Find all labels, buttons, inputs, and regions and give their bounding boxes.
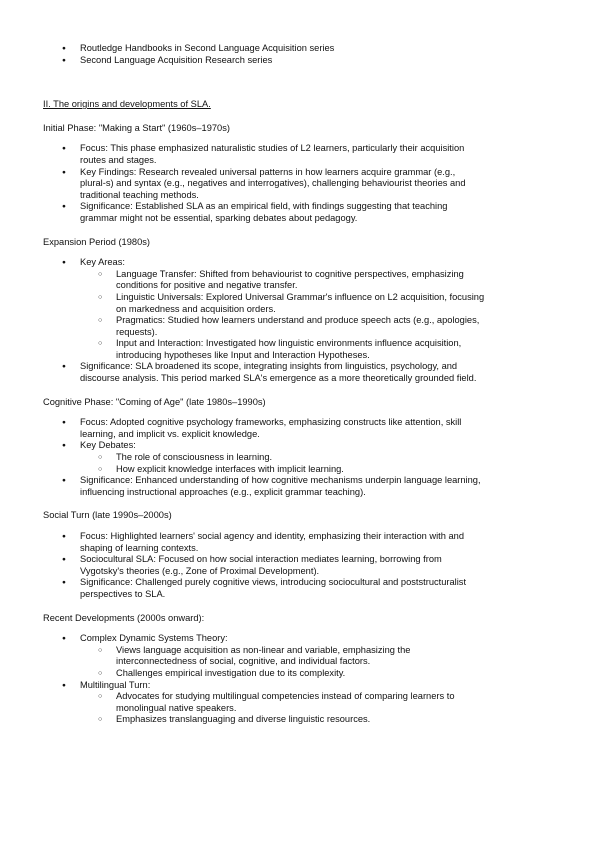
list-item	[80, 680, 600, 726]
phase-heading: Initial Phase: "Making a Start" (1960s–1970s)	[43, 122, 230, 133]
list-item	[80, 554, 600, 577]
phase-list	[0, 257, 600, 385]
list-item-line: traditional teaching methods.	[80, 189, 199, 200]
sub-list-item	[116, 691, 600, 714]
list-item-line: ● Focus: Adopted cognitive psychology frameworks, emphasizing constructs like attention, skill	[80, 417, 462, 428]
sub-list-item-line: conditions for positive and negative transfer.	[116, 280, 298, 291]
sub-list-item	[116, 452, 600, 464]
sub-list	[80, 452, 600, 475]
phase-heading: Recent Developments (2000s onward):	[43, 612, 205, 623]
list-item-line: shaping of learning contexts.	[80, 542, 199, 553]
list-item-line: ● Complex Dynamic Systems Theory:	[80, 633, 228, 644]
sub-list-item-line: requests).	[116, 326, 158, 337]
list-item-line: routes and stages.	[80, 154, 157, 165]
sub-list-item	[116, 269, 600, 292]
list-item	[80, 257, 600, 361]
sub-list-item-line: ○ Pragmatics: Studied how learners understand and produce speech acts (e.g., apologies,	[116, 315, 480, 326]
list-item: ● Routledge Handbooks in Second Language Acquisition series	[80, 43, 600, 55]
list-item-line: ● Key Findings: Research revealed universal patterns in how learners acquire grammar (e.g.,	[80, 166, 456, 177]
list-item-line: ● Significance: SLA broadened its scope, integrating insights from linguistics, psychology, and	[80, 361, 458, 372]
sub-list-item	[116, 338, 600, 361]
sub-list-item	[116, 714, 600, 726]
sub-list-item	[116, 292, 600, 315]
list-item	[80, 417, 600, 440]
list-item-line: perspectives to SLA.	[80, 588, 166, 599]
section-title: II. The origins and developments of SLA.	[43, 99, 211, 110]
phase-list	[0, 633, 600, 726]
list-item-line: ● Significance: Established SLA as an empirical field, with findings suggesting that teaching	[80, 201, 448, 212]
list-item	[80, 143, 600, 166]
list-item-line: grammar might not be essential, sparking debates about pedagogy.	[80, 212, 358, 223]
list-item-line: influencing instructional approaches (e.g., explicit grammar teaching).	[80, 486, 366, 497]
list-item	[80, 361, 600, 384]
phase-list	[0, 531, 600, 601]
list-item-line: learning, and implicit vs. explicit knowledge.	[80, 428, 260, 439]
sub-list-item-line: on markedness and acquisition orders.	[116, 303, 276, 314]
list-item-line: ● Key Debates:	[80, 440, 136, 451]
sub-list	[80, 269, 600, 362]
list-item-line: ● Significance: Enhanced understanding of how cognitive mechanisms underpin language learning,	[80, 475, 481, 486]
sub-list-item-line: ○ Emphasizes translanguaging and diverse linguistic resources.	[116, 714, 371, 725]
list-item-line: Vygotsky's theories (e.g., Zone of Proximal Development).	[80, 565, 320, 576]
sub-list-item-line: ○ Advocates for studying multilingual competencies instead of comparing learners to	[116, 691, 455, 702]
sub-list	[80, 645, 600, 680]
sub-list-item-line: ○ Challenges empirical investigation due to its complexity.	[116, 667, 346, 678]
sub-list-item-line: ○ The role of consciousness in learning.	[116, 452, 273, 463]
list-item-line: ● Key Areas:	[80, 257, 125, 268]
list-item-line: ● Focus: This phase emphasized naturalistic studies of L2 learners, particularly their acquisition	[80, 143, 465, 154]
list-item-line: ● Focus: Highlighted learners' social agency and identity, emphasizing their interaction with and	[80, 531, 465, 541]
phase-list	[0, 417, 600, 498]
sub-list-item	[116, 645, 600, 668]
phase-heading: Cognitive Phase: "Coming of Age" (late 1980s–1990s)	[43, 396, 266, 407]
phase-heading: Social Turn (late 1990s–2000s)	[43, 510, 172, 521]
sub-list-item	[116, 315, 600, 338]
list-item	[80, 531, 600, 554]
list-item	[80, 633, 600, 679]
list-item	[80, 167, 600, 202]
sub-list	[80, 691, 600, 726]
sub-list-item-line: ○ Input and Interaction: Investigated how linguistic environments influence acquisition,	[116, 338, 462, 349]
list-item: ● Second Language Acquisition Research series	[80, 55, 600, 67]
phase-list	[0, 143, 600, 224]
list-item-line: plural-s) and syntax (e.g., negatives and interrogatives), challenging behaviourist theories and	[80, 178, 466, 189]
list-item-line: discourse analysis. This period marked SLA's emergence as a more theoretically grounded field.	[80, 373, 477, 384]
sub-list-item-line: ○ Linguistic Universals: Explored Universal Grammar's influence on L2 acquisition, focusing	[116, 291, 485, 302]
list-item	[80, 440, 600, 475]
list-item	[80, 577, 600, 600]
list-item-line: ● Multilingual Turn:	[80, 679, 151, 690]
sub-list-item-line: interconnectedness of social, cognitive, and individual factors.	[116, 656, 371, 667]
sub-list-item	[116, 668, 600, 680]
phases-container	[0, 123, 600, 726]
list-item-line: ● Significance: Challenged purely cognitive views, introducing sociocultural and poststructuralist	[80, 577, 467, 588]
phase-heading: Expansion Period (1980s)	[43, 236, 150, 247]
sub-list-item-line: ○ Views language acquisition as non-linear and variable, emphasizing the	[116, 644, 411, 655]
sub-list-item-line: ○ Language Transfer: Shifted from behaviourist to cognitive perspectives, emphasizing	[116, 268, 464, 279]
sub-list-item	[116, 464, 600, 476]
list-item	[80, 475, 600, 498]
list-item-line: ● Sociocultural SLA: Focused on how social interaction mediates learning, borrowing from	[80, 554, 442, 565]
sub-list-item-line: ○ How explicit knowledge interfaces with implicit learning.	[116, 463, 344, 474]
sub-list-item-line: monolingual native speakers.	[116, 702, 237, 713]
list-item	[80, 201, 600, 224]
series-list	[0, 43, 600, 66]
sub-list-item-line: introducing hypotheses like Input and Interaction Hypotheses.	[116, 349, 370, 360]
